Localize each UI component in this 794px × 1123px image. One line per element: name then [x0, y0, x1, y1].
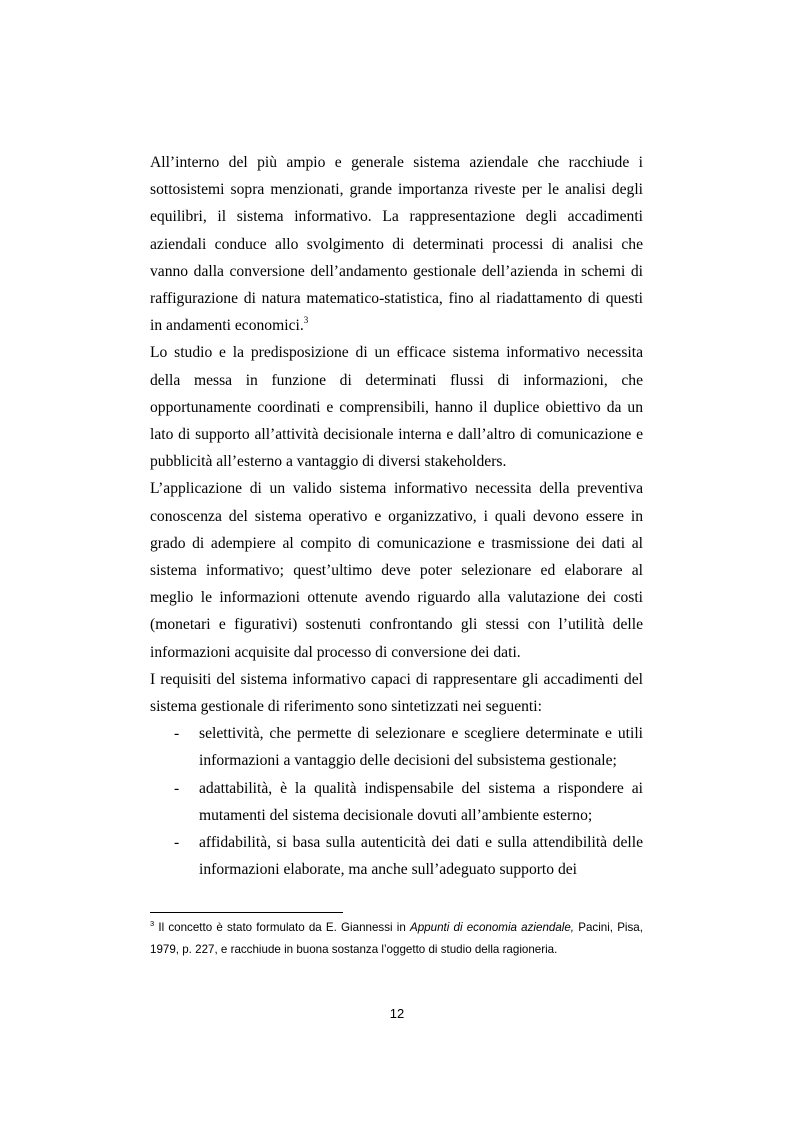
list-item-adattabilita — [150, 775, 643, 829]
dash-marker: - — [174, 834, 180, 852]
paragraph-text: All’interno del più ampio e generale sistema aziendale che racchiude i sottosistemi sopra menzionati, grande importanza riveste per le analisi degli equilibri, il sistema informativo. La rappresentazione degli accadimenti aziendali conduce allo svolgimento di determinati processi di analisi che vanno dalla conversione dell’andamento gestionale dell’azienda in schemi di raffigurazione di natura matematico-statistica, fino al riadattamento di questi in andamenti economici. — [150, 154, 643, 335]
footnote-book-title: Appunti di economia aziendale, — [410, 921, 575, 934]
dash-marker: - — [174, 779, 180, 797]
list-item-text: selettività, che permette di selezionare e scegliere determinate e utili informazioni a vantaggio delle decisioni del subsistema gestionale; — [199, 725, 643, 770]
footnote-text-after: Pacini, Pisa, 1979, p. 227, e racchiude in buona sostanza l’oggetto di studio della ragioneria. — [150, 921, 643, 956]
paragraph-applicazione: L’applicazione di un valido sistema informativo necessita della preventiva conoscenza del sistema operativo e organizzativo, i quali devono essere in grado di adempiere al compito di comunicazione e trasmissione dei dati al sistema informativo; quest’ultimo deve poter selezionare ed elaborare al meglio le informazioni ottenute avendo riguardo alla valutazione dei costi (monetari e figurativi) sostenuti confrontando gli stessi con l’utilità delle informazioni acquisite dal processo di conversione dei dati. — [150, 480, 643, 661]
list-item-affidabilita — [150, 829, 643, 883]
footnote-number: 3 — [150, 919, 155, 928]
dash-marker: - — [174, 725, 180, 743]
requisiti-list — [150, 720, 643, 883]
footnote-text-before: Il concetto è stato formulato da E. Giannessi in — [158, 921, 410, 934]
paragraph-requisiti: I requisiti del sistema informativo capaci di rappresentare gli accadimenti del sistema gestionale di riferimento sono sintetizzati nei seguenti: — [150, 670, 643, 716]
list-item-text: adattabilità, è la qualità indispensabile del sistema a rispondere ai mutamenti del sistema decisionale dovuti all’ambiente esterno; — [199, 779, 643, 824]
footnote-separator — [150, 912, 343, 913]
paragraph-sistema-informativo — [150, 149, 643, 339]
list-item-text: affidabilità, si basa sulla autenticità dei dati e sulla attendibilità delle informazioni elaborate, ma anche sull’adeguato supporto dei — [199, 834, 643, 879]
list-item-selettivita — [150, 720, 643, 774]
footnote-reference: 3 — [303, 315, 309, 326]
paragraph-studio-predisposizione: Lo studio e la predisposizione di un efficace sistema informativo necessita della messa in funzione di determinati flussi di informazioni, che opportunamente coordinati e comprensibili, hanno il duplice obiettivo da un lato di supporto all’attività decisionale interna e dall’altro di comunicazione e pubblicità all’esterno a vantaggio di diversi stakeholders. — [150, 344, 643, 471]
footnote — [150, 917, 643, 961]
page-number: 12 — [389, 1006, 405, 1021]
body-text — [150, 149, 643, 883]
